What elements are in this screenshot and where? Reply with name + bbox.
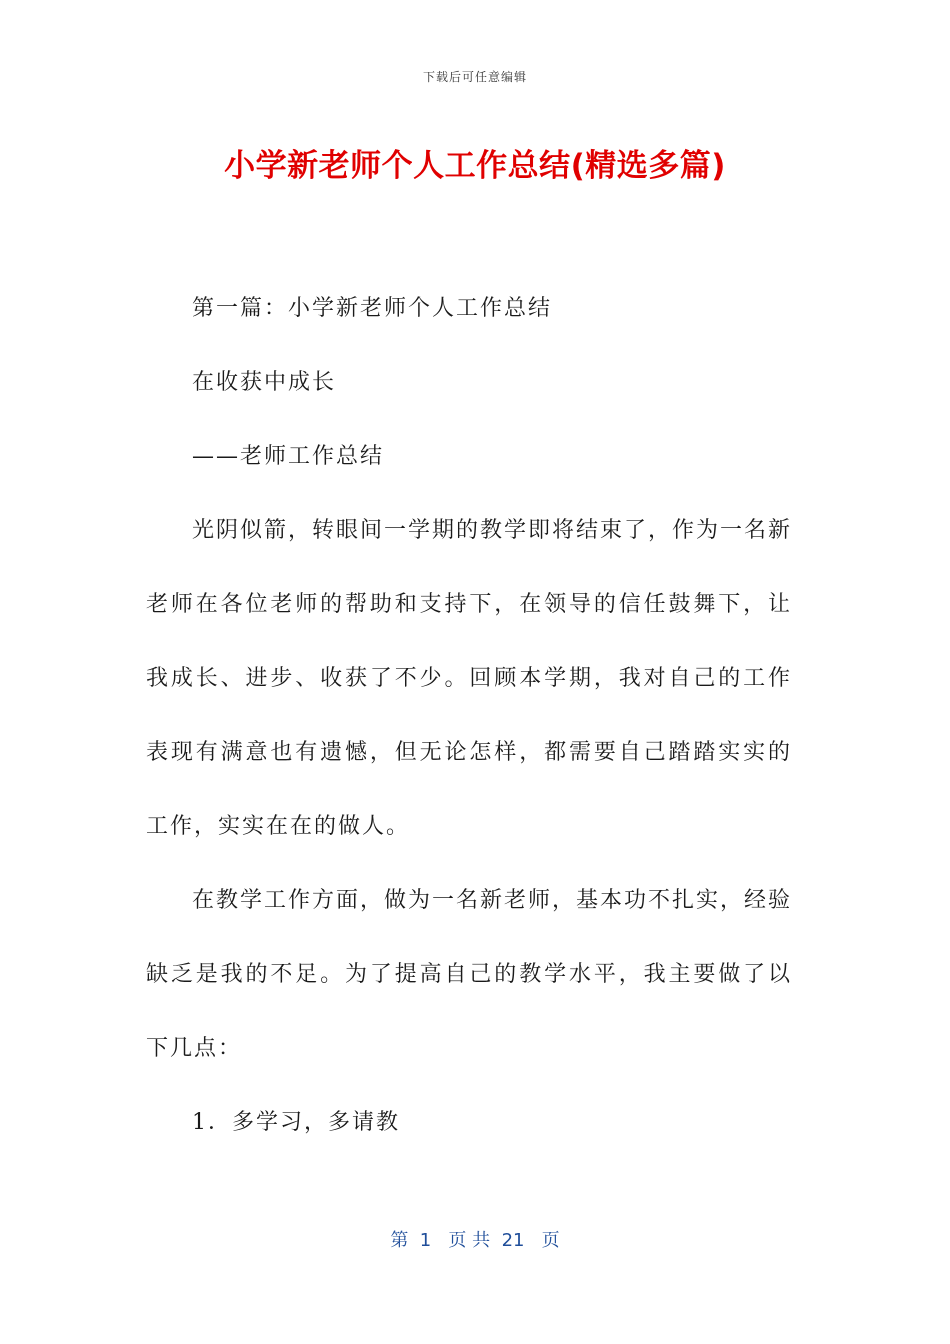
list-item-heading: 1．多学习，多请教 bbox=[192, 1110, 400, 1135]
document-title: 小学新老师个人工作总结(精选多篇) bbox=[224, 148, 726, 184]
header-note: 下载后可任意编辑 bbox=[422, 70, 527, 84]
page-footer: 第 1 页 共 21 页 bbox=[390, 1230, 560, 1251]
body-paragraph: 在教学工作方面，做为一名新老师，基本功不扎实，经验缺乏是我的不足。为了提高自己的教学水平，我主要做了以下几点： bbox=[146, 888, 793, 1061]
section-heading: 第一篇：小学新老师个人工作总结 bbox=[192, 296, 553, 321]
subtitle: 在收获中成长 bbox=[192, 370, 337, 395]
subtitle-byline: ——老师工作总结 bbox=[192, 444, 385, 469]
body-paragraph: 光阴似箭，转眼间一学期的教学即将结束了，作为一名新老师在各位老师的帮助和支持下，在领导的信任鼓舞下，让我成长、进步、收获了不少。回顾本学期，我对自己的工作表现有满意也有遗憾，但无论怎样，都需要自己踏踏实实的工作，实实在在的做人。 bbox=[146, 518, 793, 839]
document-body bbox=[146, 272, 792, 1160]
